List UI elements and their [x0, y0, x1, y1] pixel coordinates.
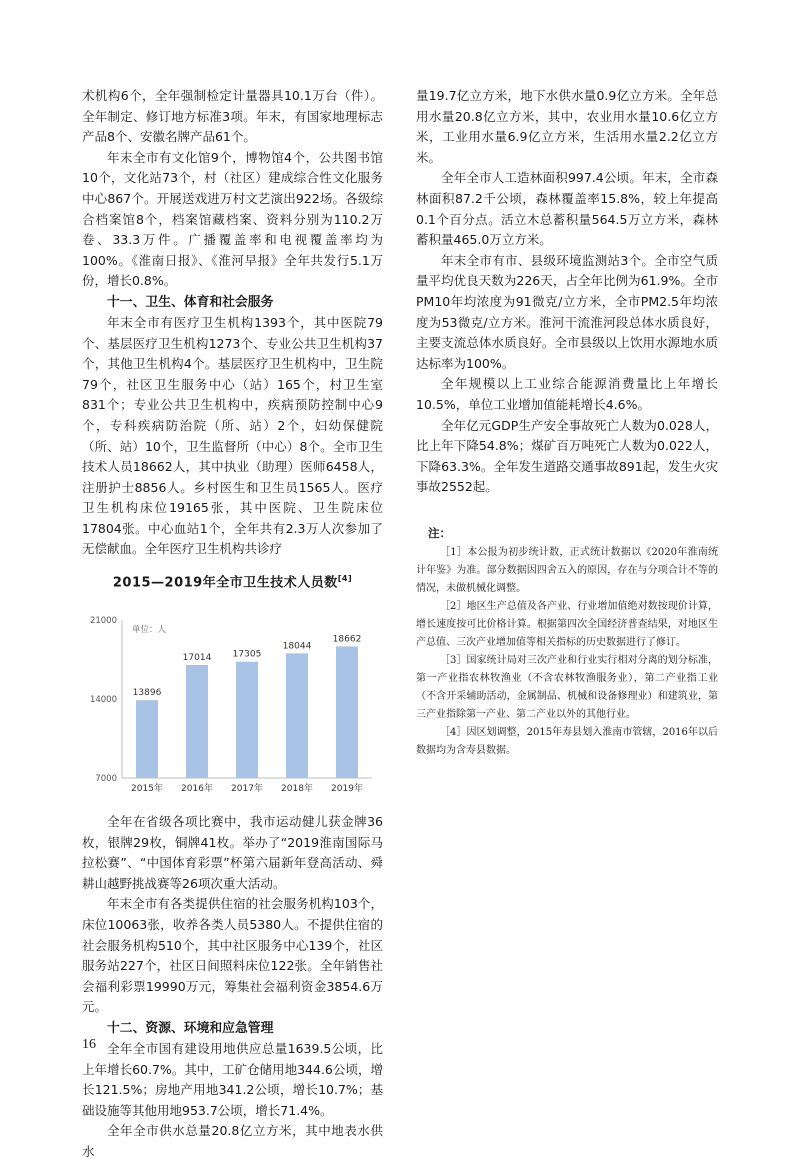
bar-data-label: 18662: [332, 634, 362, 645]
bar: [236, 662, 258, 778]
paragraph: 年末全市有各类提供住宿的社会服务机构103个，床位10063张，收养各类人员5380人。不提供住宿的社会服务机构510个，其中社区服务中心139个，社区服务站227个，社区日间照料床位122张。全年销售社会福利彩票19990万元，筹集社会福利资金3854.6万元。: [82, 896, 383, 1015]
chart-unit-label: 单位：人: [132, 624, 167, 635]
paragraph: 术机构6个，全年强制检定计量器具10.1万台（件）。全年制定、修订地方标准3项。年末，有国家地理标志产品8个、安徽名牌产品61个。: [82, 88, 383, 145]
paragraph: 年末全市有医疗卫生机构1393个，其中医院79个、基层医疗卫生机构1273个、专业公共卫生机构37个，其他卫生机构4个。基层医疗卫生机构中，卫生院79个，社区卫生服务中心（站）165个，村卫生室831个；专业公共卫生机构中，疾病预防控制中心9个，专科疾病防治院（所、站）2个，妇幼保健院（所、站）10个，卫生监督所（中心）8个。全市卫生技术人员18662人，其中执业（助理）医师6458人，注册护士8856人。乡村医生和卫生员1565人。医疗卫生机构床位19165张，其中医院、卫生院床位17804张。中心血站1个，全年共有2.3万人次参加了无偿献血。全年医疗卫生机构共诊疗: [82, 314, 383, 557]
notes-section: [416, 524, 718, 760]
x-tick-label: 2018年: [281, 783, 313, 794]
note-item: ［3］国家统计局对三次产业和行业实行相对分离的划分标准，第一产业指农林牧渔业（不含农林牧渔服务业），第二产业指工业（不含开采辅助活动，金属制品、机械和设备修理业）和建筑业，第三产业指除第一产业、第二产业以外的其他行业。: [416, 654, 718, 720]
right-column: [416, 86, 718, 760]
bar-data-label: 18044: [282, 641, 312, 652]
page-number: 16: [82, 1037, 96, 1052]
paragraph: 全年全市国有建设用地供应总量1639.5公顷，比上年增长60.7%。其中，工矿仓储用地344.6公顷，增长121.5%；房地产用地341.2公顷，增长10.7%；基础设施等其他用地953.7公顷，增长71.4%。: [82, 1040, 383, 1118]
x-tick-label: 2016年: [181, 783, 213, 794]
y-tick-label: 14000: [89, 694, 117, 705]
paragraph: 全年规模以上工业综合能源消费量比上年增长10.5%，单位工业增加值能耗增长4.6%。: [416, 376, 718, 412]
note-item: ［1］本公报为初步统计数，正式统计数据以《2020年淮南统计年鉴》为准。部分数据因四舍五入的原因，存在与分项合计不等的情况，未做机械化调整。: [416, 546, 718, 594]
paragraph: 量19.7亿立方米，地下水供水量0.9亿立方米。全年总用水量20.8亿立方米，其中，农业用水量10.6亿立方米，工业用水量6.9亿立方米，生活用水量2.2亿立方米。: [416, 88, 718, 165]
y-tick-label: 7000: [95, 773, 117, 784]
bar: [286, 653, 308, 778]
health-staff-bar-chart: [82, 598, 383, 798]
x-tick-label: 2017年: [231, 783, 263, 794]
x-tick-label: 2015年: [131, 783, 163, 794]
notes-title: 注：: [428, 525, 451, 540]
bar-data-label: 17014: [182, 652, 212, 663]
bar-data-label: 13896: [132, 688, 162, 699]
paragraph: 年末全市有文化馆9个，博物馆4个，公共图书馆10个，文化站73个，村（社区）建成综合性文化服务中心867个。开展送戏进万村文艺演出922场。各级综合档案馆8个，档案馆藏档案、资料分别为110.2万卷、33.3万件。广播覆盖率和电视覆盖率均为100%。《淮南日报》、《淮河早报》全年共发行5.1万份，增长0.8%。: [82, 149, 383, 289]
section-heading: 十一、卫生、体育和社会服务: [107, 294, 274, 310]
chart-title: 2015—2019年全市卫生技术人员数[4]: [112, 574, 353, 591]
x-tick-label: 2019年: [331, 783, 363, 794]
paragraph: 年末全市有市、县级环境监测站3个。全市空气质量平均优良天数为226天，占全年比例为61.9%。全市PM10年均浓度为91微克/立方米，全市PM2.5年均浓度为53微克/立方米。淮河干流淮河段总体水质良好，主要支流总体水质良好。全市县级以上饮用水源地水质达标率为100%。: [416, 252, 718, 371]
section-heading: 十二、资源、环境和应急管理: [107, 1020, 274, 1036]
bar: [136, 700, 158, 778]
note-item: ［2］地区生产总值及各产业、行业增加值绝对数按现价计算，增长速度按可比价格计算。根据第四次全国经济普查结果，对地区生产总值、三次产业增加值等相关指标的历史数据进行了修订。: [416, 600, 718, 648]
note-item: ［4］因区划调整，2015年寿县划入淮南市管辖，2016年以后数据均为含寿县数据。: [416, 726, 718, 756]
bar: [336, 646, 358, 778]
paragraph: 全年全市供水总量20.8亿立方米，其中地表水供水: [82, 1123, 383, 1159]
bar: [186, 665, 208, 778]
paragraph: 全年全市人工造林面积997.4公顷。年末，全市森林面积87.2千公顷，森林覆盖率15.8%，较上年提高0.1个百分点。活立木总蓄积量564.5万立方米，森林蓄积量465.0万立方米。: [416, 170, 718, 248]
chart-title-note: [4]: [337, 574, 353, 584]
left-column: [82, 86, 383, 1162]
paragraph: 全年在省级各项比赛中，我市运动健儿获金牌36枚，银牌29枚，铜牌41枚。举办了“2019淮南国际马拉松赛”、“中国体育彩票”杯第六届新年登高活动、舜耕山越野挑战赛等26项次重大活动。: [82, 813, 383, 891]
bar-data-label: 17305: [232, 649, 262, 660]
y-tick-label: 21000: [89, 615, 117, 626]
paragraph: 全年亿元GDP生产安全事故死亡人数为0.028人，比上年下降54.8%；煤矿百万吨死亡人数为0.022人，下降63.3%。全年发生道路交通事故891起，发生火灾事故2552起。: [416, 417, 718, 495]
